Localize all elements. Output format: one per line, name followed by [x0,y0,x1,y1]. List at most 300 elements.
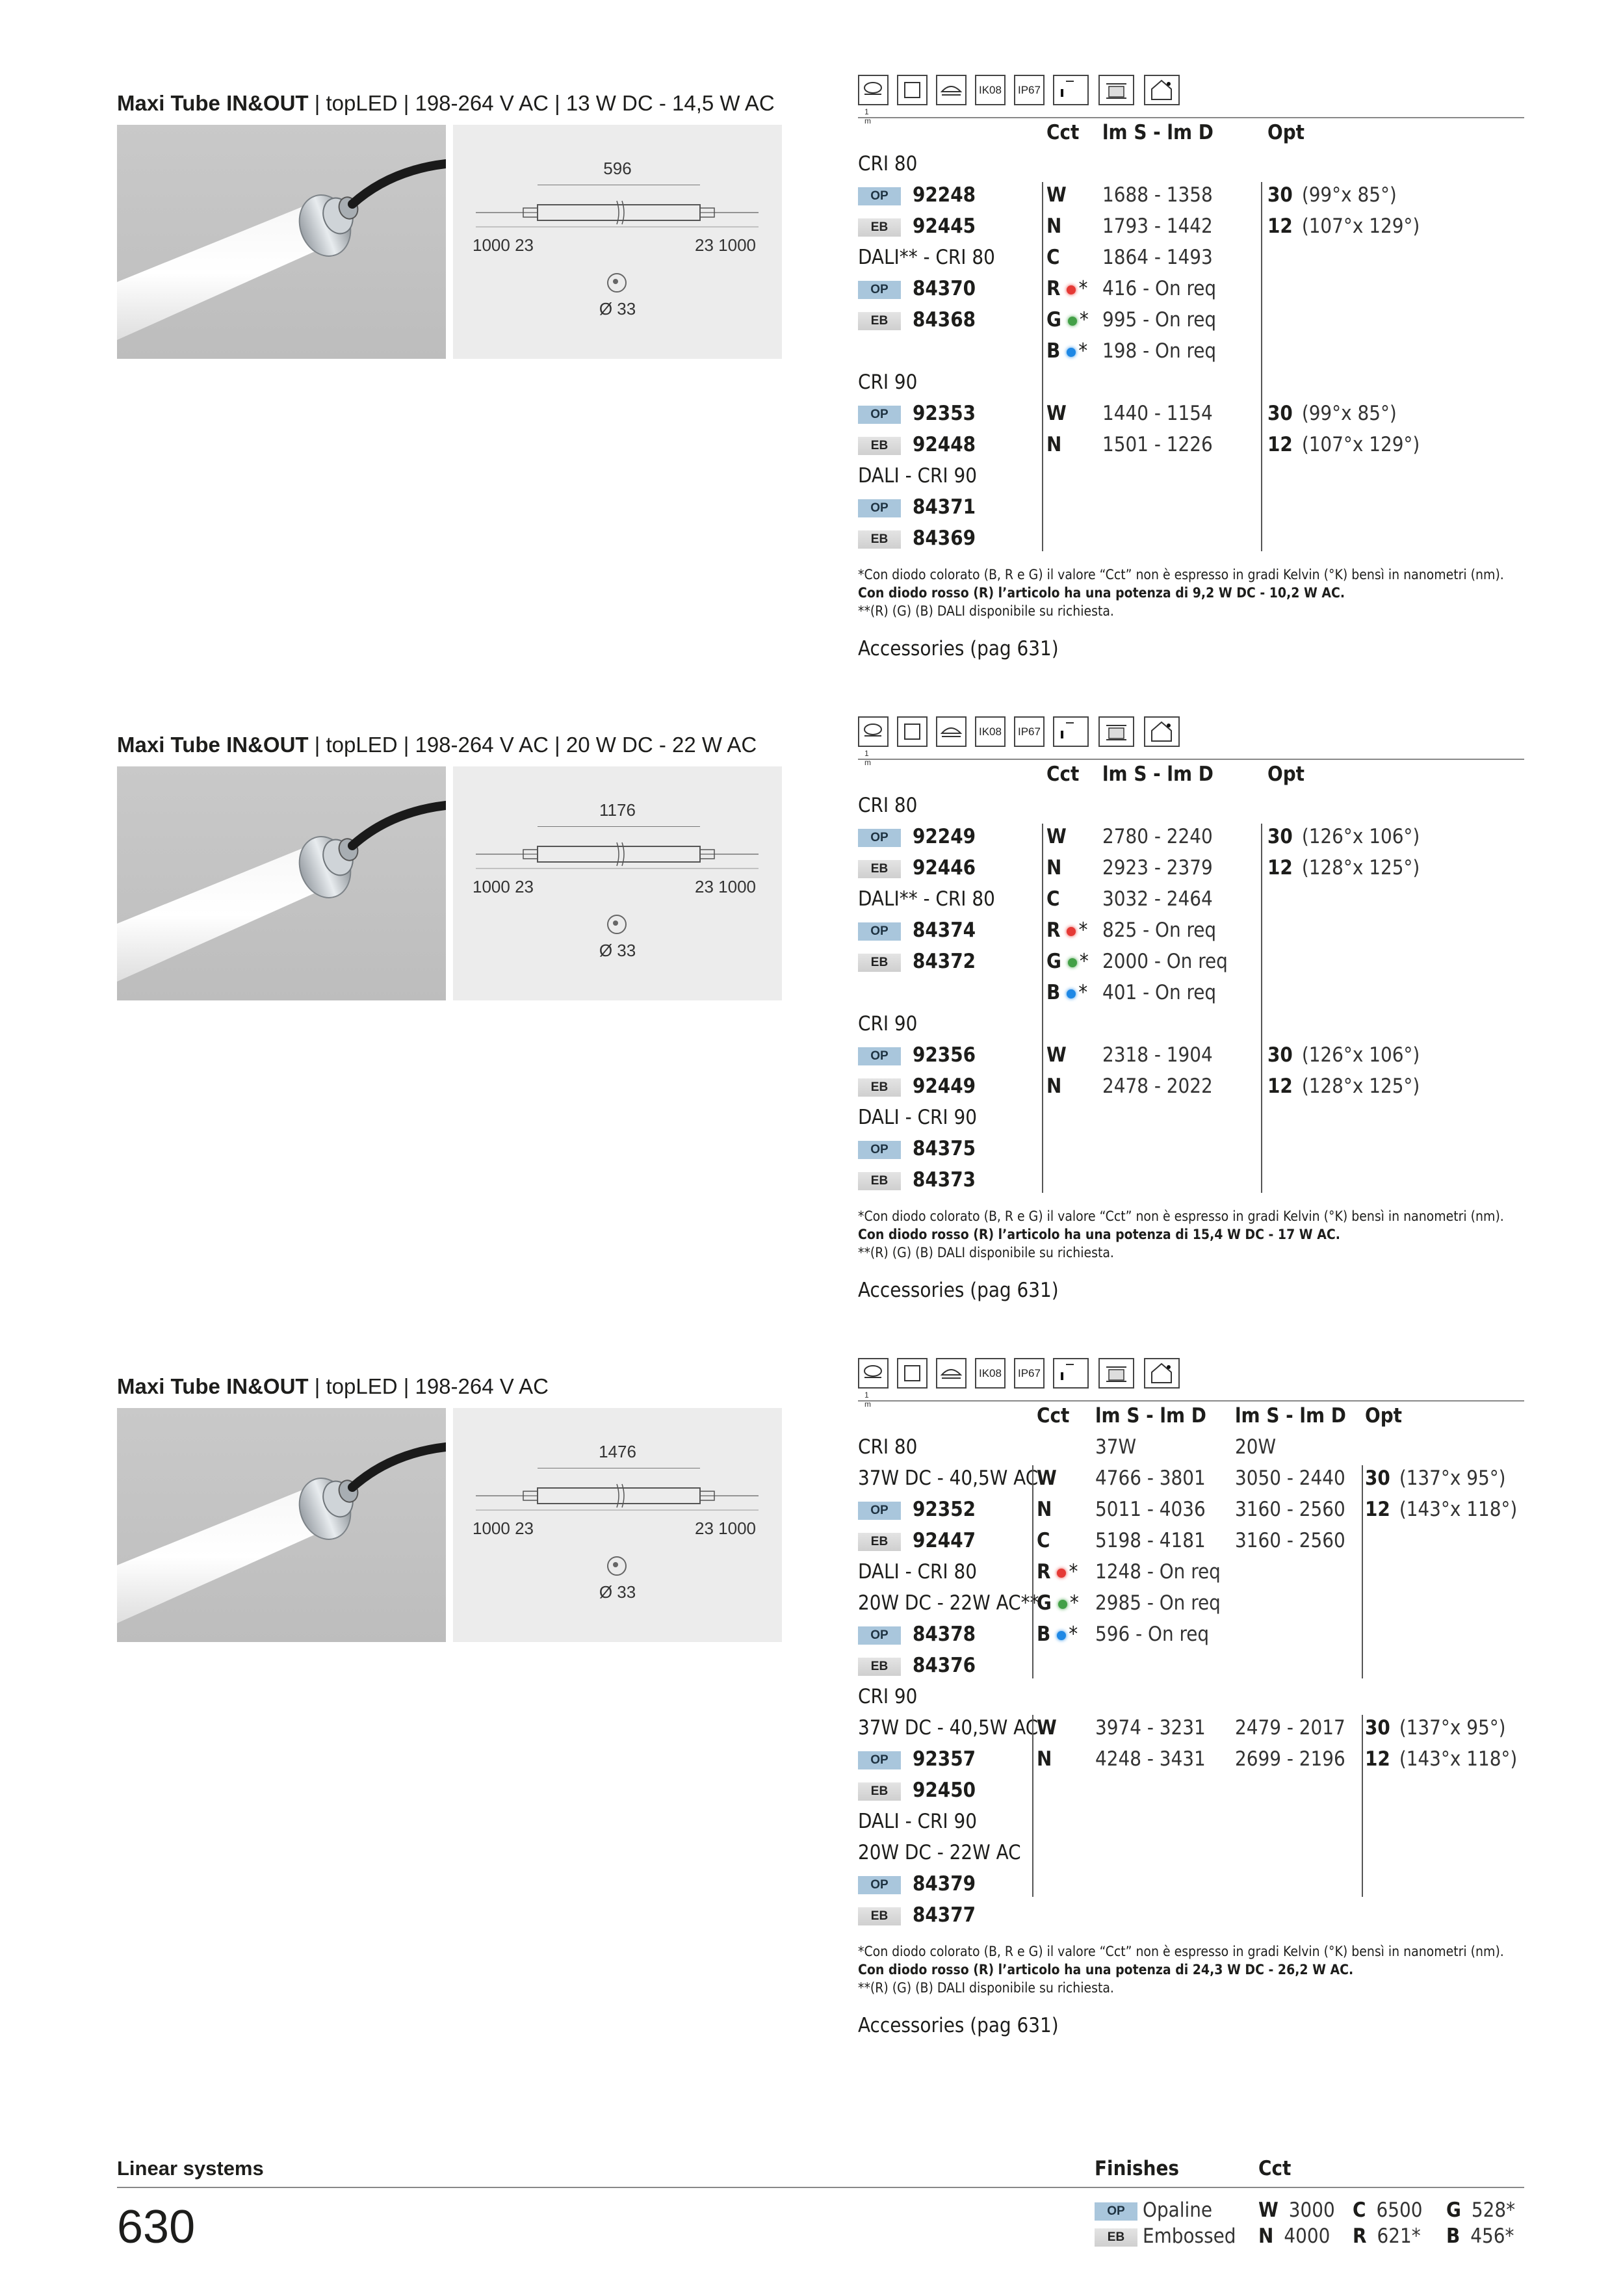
diameter-icon [607,1556,627,1576]
product-specs: | topLED | 198-264 V AC | 20 W DC - 22 W AC [308,733,757,757]
lumen-value: 2985 - On req [1095,1591,1221,1615]
optic-angle: (143°x 118°) [1399,1747,1518,1771]
lumen-value: 37W [1095,1435,1137,1459]
header-cct: Cct [1046,121,1080,144]
lumen-value: 4766 - 3801 [1095,1467,1206,1490]
finish-badge: OP [858,406,901,424]
cct-value: 456* [1470,2224,1514,2248]
optic-angle: (137°x 95°) [1399,1467,1506,1490]
feature-icon-2 [936,716,967,747]
optic-cell [1267,852,1420,883]
asterisk: * [1079,950,1089,973]
cct-code: G [1037,1591,1052,1615]
tube-illustration [117,766,446,1000]
article-code [858,1525,976,1556]
finish-badge: OP [858,187,901,205]
footnote: **(R) (G) (B) DALI disponibile su richiesta. [858,1980,1114,1996]
cct-value: 621* [1377,2224,1421,2248]
cct-code: W [1037,1716,1057,1740]
icon-caption: 1 m [864,749,871,767]
cct-key: B [1446,2224,1461,2248]
rating-ip67-icon [1014,75,1045,105]
led-color-dot [1068,317,1077,326]
finish-badge: EB [858,1782,901,1801]
article-number: 84375 [913,1137,976,1160]
cct-cell [1046,273,1087,304]
cct-code: N [1046,856,1062,880]
finish-badge: EB [858,860,901,878]
optic-angle: (107°x 129°) [1301,215,1420,238]
cct-cell [1037,1494,1052,1525]
length-dimension: 1176 [599,800,636,820]
row-label: CRI 80 [858,1435,918,1459]
led-color-dot [1058,1600,1067,1609]
table-row [858,1039,1524,1071]
article-number: 84370 [913,277,976,300]
table-row [858,1525,1524,1556]
product-title [117,91,775,116]
cct-cell [1046,179,1067,211]
length-dimension: 596 [603,159,632,178]
cct-value: 3000 [1288,2198,1335,2222]
optic-angle: (128°x 125°) [1301,1075,1420,1098]
optic-number: 12 [1267,1075,1293,1098]
rating-label: IK08 [979,725,1002,738]
finish-badge: OP [858,1502,901,1520]
table-row [858,335,1524,367]
product-name: Maxi Tube IN&OUT [117,733,309,757]
article-number: 92448 [913,433,976,456]
lumen-value-20w: 2699 - 2196 [1235,1747,1345,1771]
table-row [858,1133,1524,1164]
feature-icon-5 [1053,1358,1089,1389]
cct-legend-item [1446,2224,1514,2248]
article-code [858,1071,976,1102]
product-section [0,1366,1623,2037]
row-label: DALI - CRI 90 [858,464,977,488]
article-number: 92353 [913,402,976,425]
finish-badge: OP [1095,2202,1137,2221]
article-code [858,304,976,335]
article-number: 84376 [913,1654,976,1677]
article-number: 92450 [913,1779,976,1802]
finish-badge: EB [858,1533,901,1551]
article-code [858,523,976,554]
feature-icon-1 [897,1358,928,1389]
article-code [858,1899,976,1931]
lumen-value: 3032 - 2464 [1102,887,1213,911]
feature-icon-2 [936,1358,967,1389]
finish-badge: OP [858,281,901,299]
header-lumen: lm S - lm D [1102,121,1214,144]
row-label: 37W DC - 40,5W AC [858,1716,1039,1740]
article-number: 84369 [913,527,976,550]
lumen-value: 1864 - 1493 [1102,246,1213,269]
optic-angle: (137°x 95°) [1399,1716,1506,1740]
table-row [858,1650,1524,1681]
optic-number: 12 [1267,215,1293,238]
cct-code: C [1037,1529,1050,1552]
diameter-label: Ø 33 [599,941,636,960]
lumen-value: 1501 - 1226 [1102,433,1213,456]
finishes-label: Finishes [1095,2157,1180,2180]
cct-code: G [1046,308,1061,332]
finish-badge: OP [858,829,901,847]
article-number: 84373 [913,1168,976,1192]
feature-icon-5 [1053,75,1089,105]
column-divider [1032,1715,1033,1897]
cct-cell [1046,883,1059,915]
product-name: Maxi Tube IN&OUT [117,91,309,115]
feature-icon-0 [858,75,889,105]
cct-cell [1037,1587,1079,1619]
table-row [858,460,1524,491]
lumen-value: 596 - On req [1095,1623,1210,1646]
table-row [858,1071,1524,1102]
finish-legend-item [1095,2198,1212,2222]
article-number: 84379 [913,1872,976,1896]
lumen-value: 3974 - 3231 [1095,1716,1206,1740]
cct-key: R [1353,2224,1367,2248]
row-label: 20W DC - 22W AC [858,1841,1021,1864]
finish-badge: EB [858,1172,901,1190]
lumen-value: 995 - On req [1102,308,1217,332]
footnote: Con diodo rosso (R) l’articolo ha una potenza di 24,3 W DC - 26,2 W AC. [858,1962,1354,1977]
tube-illustration [117,1408,446,1642]
lumen-value: 1440 - 1154 [1102,402,1213,425]
optic-cell [1365,1712,1506,1743]
table-row [858,977,1524,1008]
asterisk: * [1078,339,1088,363]
accessories-link[interactable]: Accessories (pag 631) [858,1279,1059,1302]
table-row [858,1587,1524,1619]
right-dimensions: 23 1000 [695,235,756,255]
table-row [858,883,1524,915]
feature-icon-1 [897,716,928,747]
finish-badge: EB [858,312,901,330]
feature-icon-7 [1144,716,1180,747]
product-title [117,733,757,757]
table-row [858,148,1524,179]
row-label: DALI - CRI 80 [858,1560,977,1584]
lumen-value: 5011 - 4036 [1095,1498,1206,1521]
cct-value: 528* [1471,2198,1516,2222]
optic-cell [1267,398,1397,429]
cct-code: N [1046,215,1062,238]
article-number: 84372 [913,950,976,973]
table-row [858,1743,1524,1775]
table-row [858,821,1524,852]
article-number: 92447 [913,1529,976,1552]
cct-legend-item [1446,2198,1515,2222]
row-label: CRI 90 [858,371,918,394]
optic-cell [1267,1071,1420,1102]
cct-legend-item [1258,2198,1335,2222]
article-code [858,1743,976,1775]
optic-cell [1267,429,1420,460]
cct-cell [1037,1463,1057,1494]
cct-code: N [1046,1075,1062,1098]
table-row [858,211,1524,242]
spec-table [858,75,1524,660]
finish-badge: OP [858,1047,901,1065]
asterisk: * [1079,308,1089,332]
cct-cell [1046,1039,1067,1071]
diameter-label: Ø 33 [599,1582,636,1602]
lumen-value-20w: 3050 - 2440 [1235,1467,1345,1490]
cct-code: N [1037,1498,1052,1521]
optic-angle: (99°x 85°) [1301,183,1397,207]
led-color-dot [1067,927,1076,936]
article-code [858,852,976,883]
table-row [858,367,1524,398]
finish-badge: EB [858,1078,901,1097]
optic-number: 12 [1267,856,1293,880]
optic-angle: (99°x 85°) [1301,402,1397,425]
finish-badge: EB [1095,2228,1137,2247]
optic-angle: (107°x 129°) [1301,433,1420,456]
table-row [858,179,1524,211]
diameter-label: Ø 33 [599,299,636,319]
optic-angle: (128°x 125°) [1301,856,1420,880]
article-code [858,1775,976,1806]
table-row [858,915,1524,946]
rating-label: IP67 [1018,725,1041,738]
table-row [858,1556,1524,1587]
technical-drawing [453,125,782,359]
left-dimensions: 1000 23 [473,235,534,255]
product-title [117,1374,549,1399]
cct-code: C [1046,246,1060,269]
optic-number: 30 [1267,183,1293,207]
optic-number: 30 [1267,825,1293,848]
table-row [858,1431,1524,1463]
optic-number: 30 [1267,402,1293,425]
feature-icon-0 [858,1358,889,1389]
accessories-link[interactable]: Accessories (pag 631) [858,637,1059,660]
column-divider [1042,182,1043,551]
feature-icon-6 [1098,1358,1134,1389]
table-row [858,1868,1524,1899]
left-dimensions: 1000 23 [473,877,534,896]
optic-angle: (143°x 118°) [1399,1498,1518,1521]
header-lumen: lm S - lm D [1095,1404,1206,1428]
table-row [858,491,1524,523]
row-label: DALI** - CRI 80 [858,887,995,911]
page-number: 630 [117,2201,196,2253]
article-number: 92449 [913,1075,976,1098]
article-code [858,429,976,460]
led-color-dot [1057,1631,1066,1640]
table-row [858,1463,1524,1494]
article-number: 92357 [913,1747,976,1771]
cct-cell [1046,852,1061,883]
rating-ip67-icon [1014,1358,1045,1389]
table-row [858,273,1524,304]
rating-ik08-icon [975,75,1006,105]
tube-outline [453,1476,782,1515]
cct-code: R [1046,277,1061,300]
article-code [858,1619,976,1650]
article-code [858,946,976,977]
table-header [858,1400,1524,1431]
optic-number: 30 [1267,1043,1293,1067]
optic-angle: (126°x 106°) [1301,825,1420,848]
cct-legend-item [1353,2198,1422,2222]
article-code [858,1133,976,1164]
cct-cell [1046,1071,1061,1102]
column-divider [1042,824,1043,1193]
article-code [858,398,976,429]
table-row [858,523,1524,554]
product-photo [117,1408,446,1642]
cct-code: W [1046,1043,1067,1067]
optic-cell [1267,211,1420,242]
table-row [858,1837,1524,1868]
cct-code: R [1046,919,1061,942]
lumen-value-20w: 3160 - 2560 [1235,1498,1345,1521]
cct-cell [1046,946,1089,977]
cct-key: W [1258,2198,1279,2222]
cct-code: N [1037,1747,1052,1771]
table-row [858,1164,1524,1195]
cct-code: N [1046,433,1062,456]
article-code [858,211,976,242]
article-code [858,491,976,523]
optic-cell [1365,1494,1517,1525]
dimension-line [538,826,700,827]
cct-cell [1046,398,1067,429]
footnote: **(R) (G) (B) DALI disponibile su richiesta. [858,603,1114,619]
cct-legend-item [1353,2224,1421,2248]
cct-cell [1046,915,1087,946]
product-section [0,83,1623,676]
lumen-value: 1688 - 1358 [1102,183,1213,207]
led-color-dot [1057,1569,1066,1578]
footnote: *Con diodo colorato (B, R e G) il valore “Cct” non è espresso in gradi Kelvin (°K) bensì in nanometri (nm). [858,1944,1504,1959]
row-label: CRI 90 [858,1685,918,1708]
finish-badge: EB [858,530,901,549]
column-divider [1261,182,1262,551]
finish-badge: EB [858,218,901,237]
table-row [858,946,1524,977]
icon-caption: 1 m [864,1390,871,1409]
optic-cell [1267,1039,1420,1071]
product-section [0,725,1623,1318]
cct-code: W [1046,402,1067,425]
led-color-dot [1067,348,1076,357]
finish-badge: EB [858,1658,901,1676]
column-divider [1032,1465,1033,1678]
led-color-dot [1067,989,1076,998]
finish-legend-item [1095,2224,1236,2248]
header-optics: Opt [1365,1404,1403,1428]
article-code [858,1039,976,1071]
technical-drawing [453,1408,782,1642]
finish-badge: OP [858,1751,901,1769]
row-label: CRI 90 [858,1012,918,1036]
article-number: 84371 [913,495,976,519]
lumen-value-20w: 20W [1235,1435,1277,1459]
table-row [858,852,1524,883]
feature-icon-6 [1098,75,1134,105]
header-cct: Cct [1046,763,1080,786]
article-code [858,915,976,946]
cct-code: B [1037,1623,1051,1646]
header-lumen: lm S - lm D [1102,763,1214,786]
rating-label: IP67 [1018,1366,1041,1379]
lumen-value-20w: 3160 - 2560 [1235,1529,1345,1552]
finish-badge: EB [858,1907,901,1925]
spec-table [858,716,1524,1301]
feature-icon-5 [1053,716,1089,747]
lumen-value: 416 - On req [1102,277,1217,300]
cct-cell [1046,211,1061,242]
cct-key: C [1353,2198,1366,2222]
table-header [858,117,1524,148]
diameter-icon [607,915,627,934]
finish-badge: EB [858,954,901,972]
asterisk: * [1078,981,1088,1004]
product-specs: | topLED | 198-264 V AC | 13 W DC - 14,5 W AC [308,91,775,115]
cct-label: Cct [1258,2157,1292,2180]
cct-code: W [1037,1467,1057,1490]
row-label: CRI 80 [858,794,918,817]
cct-cell [1046,429,1061,460]
spec-table [858,1358,1524,2037]
optic-cell [1365,1463,1506,1494]
article-number: 84374 [913,919,976,942]
row-label: DALI - CRI 90 [858,1810,977,1833]
finish-name: Embossed [1143,2224,1236,2248]
rating-ip67-icon [1014,716,1045,747]
asterisk: * [1069,1560,1078,1584]
cct-legend-item [1258,2224,1330,2248]
right-dimensions: 23 1000 [695,1519,756,1538]
table-row [858,1806,1524,1837]
lumen-value: 198 - On req [1102,339,1217,363]
finish-badge: OP [858,922,901,941]
article-number: 92356 [913,1043,976,1067]
lumen-value: 5198 - 4181 [1095,1529,1206,1552]
lumen-value: 1248 - On req [1095,1560,1221,1584]
rating-ik08-icon [975,716,1006,747]
column-divider [1362,1715,1363,1897]
column-divider [1362,1465,1363,1678]
article-code [858,273,976,304]
rating-label: IP67 [1018,83,1041,96]
accessories-link[interactable]: Accessories (pag 631) [858,2014,1059,2037]
table-row [858,1681,1524,1712]
optic-number: 12 [1267,433,1293,456]
feature-icon-0 [858,716,889,747]
table-row [858,790,1524,821]
lumen-value: 401 - On req [1102,981,1217,1004]
footnote: *Con diodo colorato (B, R e G) il valore “Cct” non è espresso in gradi Kelvin (°K) bensì in nanometri (nm). [858,1208,1504,1224]
section-label: Linear systems [117,2157,264,2180]
table-row [858,1775,1524,1806]
cct-cell [1037,1743,1052,1775]
table-row [858,1008,1524,1039]
lumen-value: 2478 - 2022 [1102,1075,1213,1098]
table-row [858,429,1524,460]
article-number: 92352 [913,1498,976,1521]
article-code [858,179,976,211]
cct-code: W [1046,183,1067,207]
lumen-value: 825 - On req [1102,919,1217,942]
article-code [858,1164,976,1195]
table-row [858,1619,1524,1650]
